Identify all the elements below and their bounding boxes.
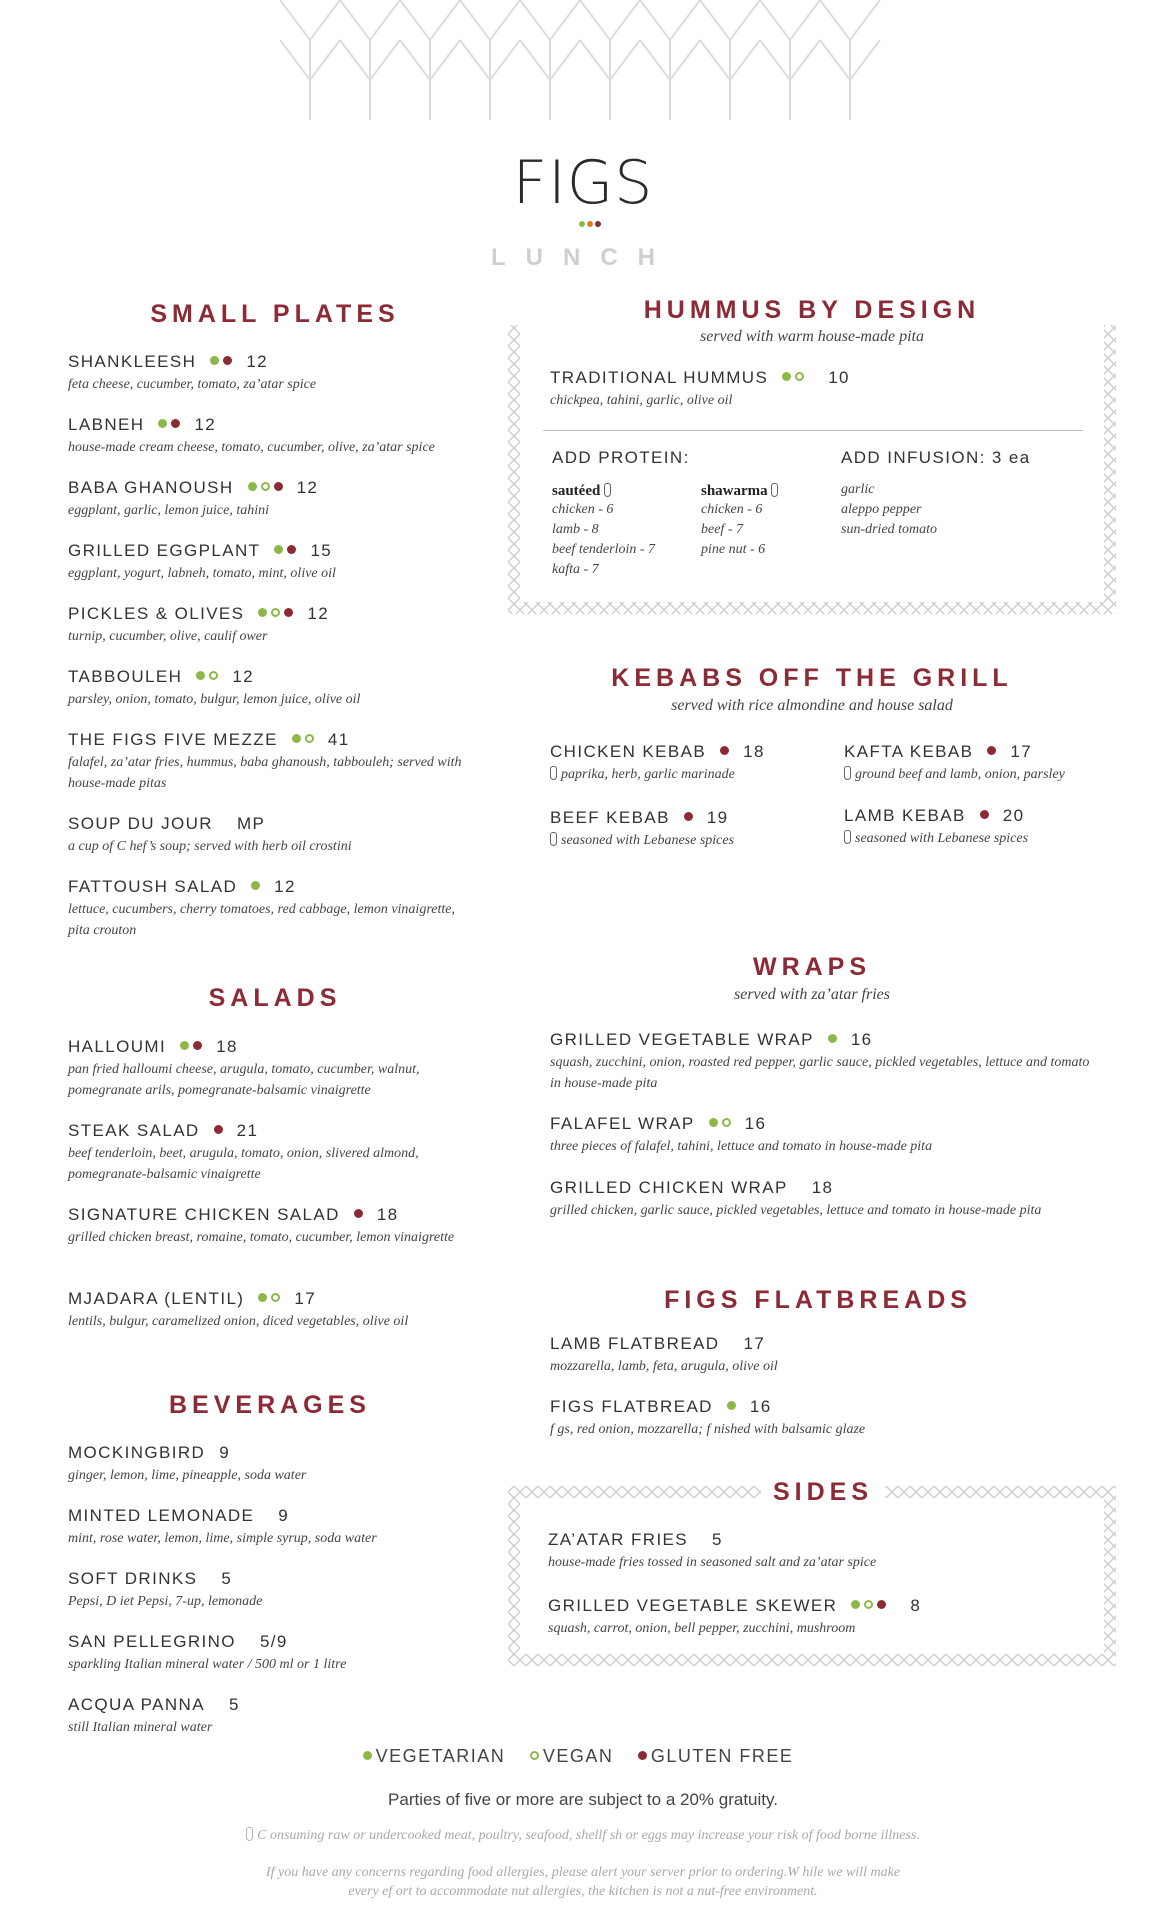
item-description: eggplant, yogurt, labneh, tomato, mint, olive oil (68, 566, 336, 581)
item-name: CHICKEN KEBAB (550, 742, 707, 761)
item-description: feta cheese, cucumber, tomato, za’atar spice (68, 377, 317, 392)
thermometer-icon (844, 766, 851, 780)
vegan-dot-icon (530, 1751, 539, 1760)
thermometer-icon (550, 832, 557, 846)
item-description: squash, carrot, onion, bell pepper, zucchini, mushroom (548, 1621, 856, 1636)
item-description: f gs, red onion, mozzarella; f nished with balsamic glaze (550, 1422, 866, 1437)
infusion-line: garlic (841, 482, 875, 497)
item-price: 16 (744, 1114, 767, 1133)
item-price: 17 (294, 1289, 317, 1308)
sides-title: SIDES (508, 1478, 1138, 1507)
item-price: 12 (307, 604, 330, 623)
item-name: TABBOULEH (68, 667, 183, 686)
leaf-pattern-decoration (280, 0, 890, 120)
raw-food-warning: C onsuming raw or undercooked meat, poultry, seafood, shellf sh or eggs may increase your risk of food borne illness. (0, 1827, 1166, 1844)
item-description: seasoned with Lebanese spices (561, 833, 735, 848)
item-description: mozzarella, lamb, feta, arugula, olive oil (550, 1359, 778, 1374)
legend-vegetarian: VEGETARIAN (375, 1746, 506, 1766)
item-name: FATTOUSH SALAD (68, 877, 238, 896)
menu-item (550, 1397, 1090, 1440)
item-description: paprika, herb, garlic marinade (561, 767, 735, 782)
item-price: 15 (310, 541, 333, 560)
item-description: still Italian mineral water (68, 1720, 213, 1735)
item-price: 5/9 (259, 1632, 288, 1651)
item-description: eggplant, garlic, lemon juice, tahini (68, 503, 270, 518)
hummus-subtitle: served with warm house-made pita (700, 328, 924, 345)
item-description: pan fried halloumi cheese, arugula, tomato, cucumber, walnut, pomegranate arils, pomegranate-balsamic vinaigrette (68, 1062, 420, 1098)
menu-item (550, 808, 840, 851)
item-description: house-made cream cheese, tomato, cucumber, olive, za’atar spice (68, 440, 435, 455)
item-description: squash, zucchini, onion, roasted red pepper, garlic sauce, pickled vegetables, lettuce and tomato in house-made pita (550, 1055, 1090, 1091)
salads-title: SALADS (208, 984, 342, 1012)
item-price: 10 (828, 368, 850, 387)
add-protein-label: ADD PROTEIN: (552, 448, 690, 467)
item-price: 5 (712, 1530, 723, 1549)
item-description: lettuce, cucumbers, cherry tomatoes, red cabbage, lemon vinaigrette, pita crouton (68, 902, 455, 938)
add-infusion-label: ADD INFUSION: 3 ea (841, 448, 1031, 467)
item-description: lentils, bulgur, caramelized onion, diced vegetables, olive oil (68, 1314, 409, 1329)
item-name: SOUP DU JOUR (68, 814, 213, 833)
sauteed-line: kafta - 7 (552, 562, 599, 577)
item-price: 5 (221, 1569, 233, 1588)
thermometer-icon (771, 483, 778, 497)
menu-item (548, 1596, 1088, 1639)
item-price: 16 (749, 1397, 772, 1416)
legend-gluten-free: GLUTEN FREE (650, 1746, 794, 1766)
item-name: BABA GHANOUSH (68, 478, 234, 497)
item-description: a cup of C hef’s soup; served with herb oil crostini (68, 839, 352, 854)
item-description: sparkling Italian mineral water / 500 ml or 1 litre (68, 1657, 347, 1672)
menu-item (68, 1121, 468, 1185)
item-price: MP (236, 814, 266, 833)
item-name: ACQUA PANNA (68, 1695, 205, 1714)
small-plates-title: SMALL PLATES (150, 300, 400, 328)
item-name: TRADITIONAL HUMMUS (550, 368, 769, 387)
menu-item (68, 667, 488, 710)
item-name: SOFT DRINKS (68, 1569, 198, 1588)
item-price: 5 (228, 1695, 240, 1714)
item-description: parsley, onion, tomato, bulgur, lemon juice, olive oil (68, 692, 361, 707)
item-price: 12 (274, 877, 296, 896)
item-name: SIGNATURE CHICKEN SALAD (68, 1205, 340, 1224)
menu-item (550, 1114, 1090, 1157)
item-description: ground beef and lamb, onion, parsley (855, 767, 1065, 782)
item-price: 17 (1010, 742, 1033, 761)
sides-box-border (508, 1486, 1116, 1666)
item-price: 18 (376, 1205, 399, 1224)
item-price: 21 (236, 1121, 259, 1140)
gluten-free-dot-icon (638, 1751, 647, 1760)
item-description: turnip, cucumber, olive, caulif ower (68, 629, 268, 644)
menu-item (68, 1037, 468, 1101)
infusion-line: aleppo pepper (841, 502, 922, 517)
item-name: PICKLES & OLIVES (68, 604, 245, 623)
menu-item (550, 1030, 1090, 1094)
menu-item (68, 1289, 488, 1332)
beverages-title: BEVERAGES (169, 1391, 371, 1419)
infusion-line: sun-dried tomato (841, 522, 938, 537)
item-name: ZA’ATAR FRIES (548, 1530, 689, 1549)
vegetarian-dot-icon (363, 1751, 372, 1760)
shawarma-title: shawarma (701, 483, 768, 499)
item-description: chickpea, tahini, garlic, olive oil (550, 393, 733, 408)
shawarma-line: pine nut - 6 (701, 542, 766, 557)
item-price: 12 (232, 667, 255, 686)
wraps-title: WRAPS (752, 953, 872, 981)
sauteed-title: sautéed (552, 483, 601, 499)
item-name: KAFTA KEBAB (844, 742, 974, 761)
item-name: MJADARA (LENTIL) (68, 1289, 245, 1308)
menu-item (68, 730, 478, 794)
menu-item (68, 1443, 488, 1486)
menu-item (68, 877, 478, 941)
menu-item (68, 1632, 488, 1675)
item-name: GRILLED EGGPLANT (68, 541, 261, 560)
menu-item (68, 352, 488, 395)
sauteed-line: lamb - 8 (552, 522, 599, 537)
sauteed-list (552, 483, 655, 580)
item-description: mint, rose water, lemon, lime, simple syrup, soda water (68, 1531, 377, 1546)
item-name: HALLOUMI (68, 1037, 167, 1056)
kebabs-title: KEBABS OFF THE GRILL (611, 664, 1013, 692)
item-description: house-made fries tossed in seasoned salt and za’atar spice (548, 1555, 877, 1570)
item-name: BEEF KEBAB (550, 808, 670, 827)
shawarma-list (701, 483, 782, 560)
menu-item (550, 368, 1070, 411)
thermometer-icon (246, 1827, 253, 1841)
shawarma-line: chicken - 6 (701, 502, 763, 517)
flatbreads-title: FIGS FLATBREADS (664, 1286, 972, 1314)
item-price: 20 (1002, 806, 1025, 825)
shawarma-line: beef - 7 (701, 522, 743, 537)
sauteed-line: beef tenderloin - 7 (552, 542, 656, 557)
menu-item (550, 1334, 1090, 1377)
item-name: SHANKLEESH (68, 352, 197, 371)
item-description: three pieces of falafel, tahini, lettuce and tomato in house-made pita (550, 1139, 933, 1154)
thermometer-icon (550, 766, 557, 780)
gratuity-note: Parties of five or more are subject to a 20% gratuity. (388, 1790, 778, 1809)
item-description: grilled chicken, garlic sauce, pickled vegetables, lettuce and tomato in house-made pita (550, 1203, 1042, 1218)
menu-item (68, 1506, 488, 1549)
kebabs-subtitle: served with rice almondine and house salad (671, 697, 953, 714)
item-name: LAMB FLATBREAD (550, 1334, 720, 1353)
menu-subtitle: LUNCH (491, 244, 675, 271)
item-name: THE FIGS FIVE MEZZE (68, 730, 278, 749)
item-price: 18 (216, 1037, 238, 1056)
item-price: 19 (706, 808, 729, 827)
dietary-legend (0, 1746, 1166, 1767)
menu-item (548, 1530, 1088, 1573)
thermometer-icon (604, 483, 611, 497)
item-price: 17 (743, 1334, 766, 1353)
menu-item (844, 742, 1114, 785)
item-price: 12 (194, 415, 217, 434)
menu-item (68, 478, 488, 521)
item-price: 16 (850, 1030, 873, 1049)
infusion-list (841, 480, 937, 540)
menu-item (68, 1569, 488, 1612)
logo-dots (579, 214, 609, 222)
menu-item (68, 541, 488, 584)
menu-item (68, 415, 488, 458)
item-description: beef tenderloin, beet, arugula, tomato, onion, slivered almond, pomegranate-balsamic vinaigrette (68, 1146, 419, 1182)
allergy-notice: If you have any concerns regarding food allergies, please alert your server prior to ordering.W hile we will make every ef ort to accommodate nut allergies, the kitchen is not a nut-free environment. (265, 1865, 901, 1899)
menu-item (844, 806, 1114, 849)
item-price: 12 (296, 478, 319, 497)
item-name: LAMB KEBAB (844, 806, 966, 825)
wraps-subtitle: served with za’atar fries (734, 986, 890, 1003)
item-name: FALAFEL WRAP (550, 1114, 695, 1133)
item-name: FIGS FLATBREAD (550, 1397, 713, 1416)
item-price: 12 (246, 352, 269, 371)
item-price: 41 (327, 730, 350, 749)
hummus-divider (543, 430, 1083, 431)
menu-item (550, 742, 840, 785)
figs-logo: FIGS (512, 148, 654, 218)
item-price: 18 (743, 742, 765, 761)
thermometer-icon (844, 830, 851, 844)
menu-item (68, 1695, 488, 1738)
item-description: falafel, za’atar fries, hummus, baba ghanoush, tabbouleh; served with house-made pitas (68, 755, 462, 791)
item-name: LABNEH (68, 415, 145, 434)
item-name: MOCKINGBIRD (68, 1443, 206, 1462)
item-name: MINTED LEMONADE (68, 1506, 255, 1525)
legend-vegan: VEGAN (542, 1746, 614, 1766)
menu-item (550, 1178, 1090, 1221)
item-price: 8 (910, 1596, 922, 1615)
sauteed-line: chicken - 6 (552, 502, 614, 517)
item-name: GRILLED CHICKEN WRAP (550, 1178, 788, 1197)
item-price: 18 (811, 1178, 834, 1197)
menu-item (68, 1205, 458, 1248)
item-description: seasoned with Lebanese spices (855, 831, 1029, 846)
item-description: grilled chicken breast, romaine, tomato, cucumber, lemon vinaigrette (68, 1230, 455, 1245)
item-description: Pepsi, D iet Pepsi, 7-up, lemonade (68, 1594, 263, 1609)
item-name: GRILLED VEGETABLE SKEWER (548, 1596, 838, 1615)
item-name: STEAK SALAD (68, 1121, 200, 1140)
menu-item (68, 814, 488, 857)
item-price: 9 (219, 1443, 231, 1462)
item-name: SAN PELLEGRINO (68, 1632, 236, 1651)
item-price: 9 (278, 1506, 290, 1525)
menu-item (68, 604, 488, 647)
item-name: GRILLED VEGETABLE WRAP (550, 1030, 814, 1049)
item-description: ginger, lemon, lime, pineapple, soda water (68, 1468, 307, 1483)
hummus-title: HUMMUS BY DESIGN (508, 296, 1116, 325)
